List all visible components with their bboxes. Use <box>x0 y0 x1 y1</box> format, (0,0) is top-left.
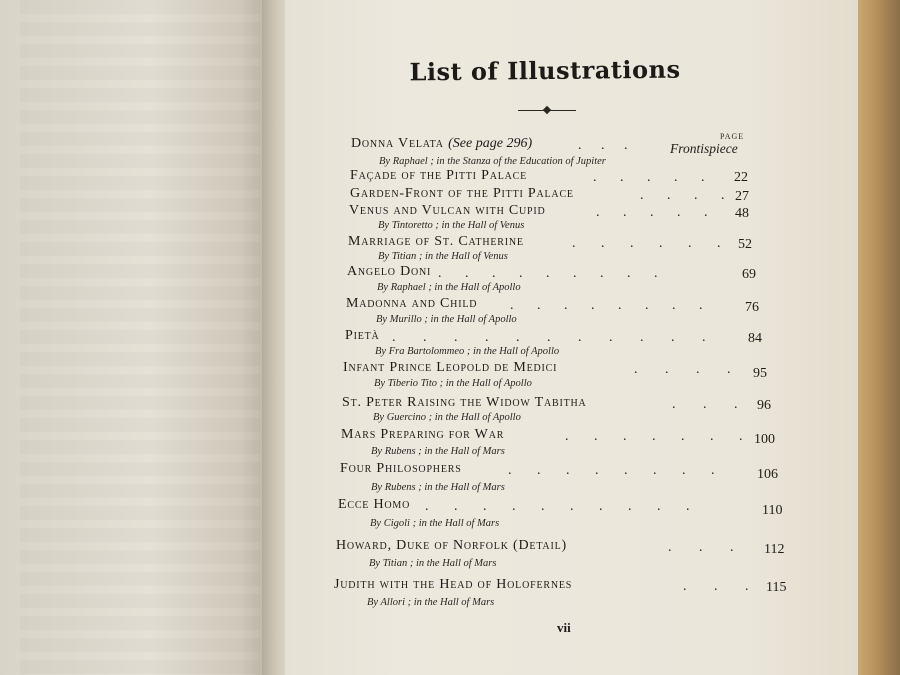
entry-page-number: 115 <box>766 580 787 595</box>
entry-page-number: 110 <box>762 503 783 518</box>
page-column-label: PAGE <box>720 132 745 141</box>
entry-credit: By Allori ; in the Hall of Mars <box>367 597 495 608</box>
entry-credit: By Titian ; in the Hall of Venus <box>378 251 508 262</box>
entry-credit: By Raphael ; in the Hall of Apollo <box>377 282 521 293</box>
entry-credit: By Cigoli ; in the Hall of Mars <box>370 518 500 529</box>
entry-page-number: 100 <box>754 432 775 447</box>
entry-leader-dots: . . . . . . . . . . . <box>392 330 718 345</box>
show-through-text <box>20 0 260 675</box>
entry-title: Marriage of St. Catherine <box>348 234 524 249</box>
page-heading: List of Illustrations <box>409 54 681 87</box>
entry-page-number: 22 <box>734 170 748 185</box>
entry-leader-dots: . . . . . . . . . . <box>425 499 701 514</box>
entry-leader-dots: . . . <box>672 397 750 412</box>
entry-credit: By Rubens ; in the Hall of Mars <box>371 446 505 457</box>
entry-title: Four Philosophers <box>340 461 462 476</box>
entry-credit: By Tiberio Tito ; in the Hall of Apollo <box>374 378 532 389</box>
entry-title: Venus and Vulcan with Cupid <box>349 203 546 218</box>
entry-title: St. Peter Raising the Widow Tabitha <box>342 395 587 410</box>
entry-page-number: 52 <box>738 237 752 252</box>
entry-title: Pietà <box>345 328 380 343</box>
entry-leader-dots: . . . . . . . . <box>510 298 713 313</box>
entry-leader-dots: . . . . . . . <box>565 429 754 444</box>
entry-leader-dots: . . . . <box>640 188 735 203</box>
entry-page-number: 48 <box>735 206 749 221</box>
entry-credit: By Murillo ; in the Hall of Apollo <box>376 314 517 325</box>
entry-leader-dots: . . . . . . . . <box>508 463 726 478</box>
entry-see-note: (See page 296) <box>448 136 533 151</box>
ornament-divider <box>518 107 576 113</box>
entry-title: Madonna and Child <box>346 296 478 311</box>
entry-leader-dots: . . . . . . . . . <box>438 266 668 281</box>
entry-credit: By Tintoretto ; in the Hall of Venus <box>378 220 525 231</box>
entry-leader-dots: . . . . . <box>596 205 718 220</box>
entry-leader-dots: . . . . . . <box>572 236 732 251</box>
entry-leader-dots: . . . . . <box>593 170 715 185</box>
entry-title: Ecce Homo <box>338 497 411 512</box>
entry-page-number: Frontispiece <box>670 141 738 156</box>
entry-title: Mars Preparing for War <box>341 427 505 442</box>
entry-page-number: 106 <box>757 467 778 482</box>
left-page <box>0 0 272 675</box>
entry-credit: By Rubens ; in the Hall of Mars <box>371 482 505 493</box>
entry-credit: By Fra Bartolommeo ; in the Hall of Apollo <box>375 346 560 357</box>
entry-title: Judith with the Head of Holofernes <box>334 577 573 592</box>
entry-page-number: 112 <box>764 542 785 557</box>
entry-page-number: 84 <box>748 331 762 346</box>
entry-page-number: 69 <box>742 267 756 282</box>
entry-title: Façade of the Pitti Palace <box>350 168 528 183</box>
entry-page-number: 95 <box>753 366 767 381</box>
entry-leader-dots: . . . <box>578 138 636 153</box>
entry-page-number: 96 <box>757 398 771 413</box>
entry-leader-dots: . . . <box>668 540 746 555</box>
entry-title: Howard, Duke of Norfolk (Detail) <box>336 538 567 553</box>
entry-title: Garden-Front of the Pitti Palace <box>350 186 574 201</box>
page-folio: vii <box>557 620 571 635</box>
entry-title: Donna Velata (See page 296) <box>351 136 533 151</box>
entry-leader-dots: . . . . <box>634 362 743 377</box>
entry-page-number: 76 <box>745 300 759 315</box>
entry-page-number: 27 <box>735 189 749 204</box>
entry-leader-dots: . . . <box>683 579 761 594</box>
entry-title: Angelo Doni <box>347 264 432 279</box>
entry-title: Infant Prince Leopold de Medici <box>343 360 558 375</box>
entry-credit: By Titian ; in the Hall of Mars <box>369 558 497 569</box>
entry-credit: By Guercino ; in the Hall of Apollo <box>373 412 521 423</box>
page-edge <box>858 0 900 675</box>
entry-credit: By Raphael ; in the Stanza of the Education of Jupiter <box>379 156 606 167</box>
